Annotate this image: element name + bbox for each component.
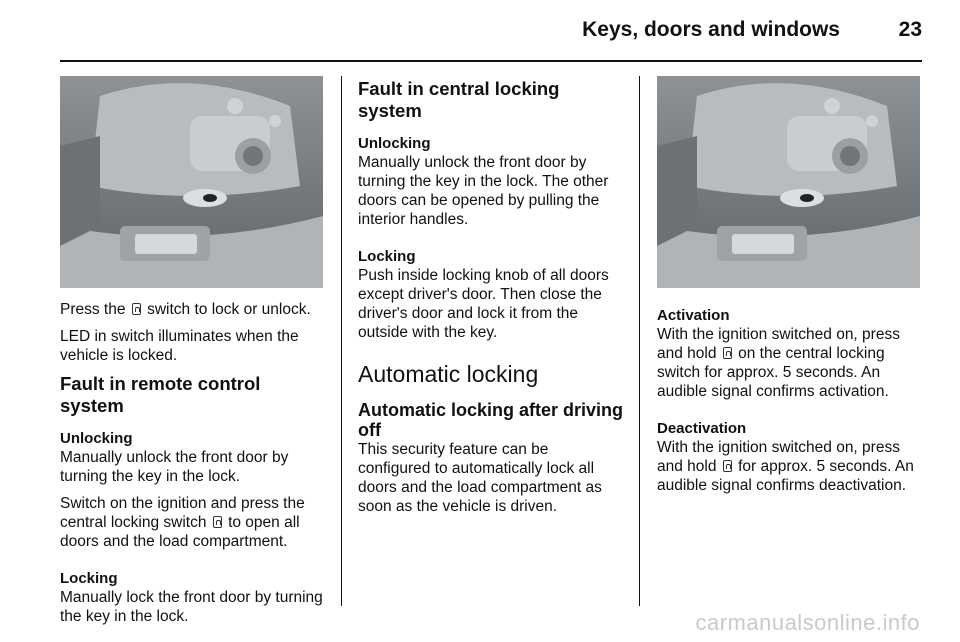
subheading-unlocking: Unlocking xyxy=(60,430,133,447)
lock-icon xyxy=(132,303,141,315)
lock-icon xyxy=(213,516,222,528)
unlocking-paragraph: Manually unlock the front door by turning the key in the lock. xyxy=(60,449,289,485)
interior-ceiling-photo-left xyxy=(60,76,323,288)
caption-paragraph: Press the switch to lock or unlock. xyxy=(60,301,311,318)
activation-paragraph: With the ignition switched on, press and hold on the central locking switch for approx. 5 seconds. An audible signal confirms activation. xyxy=(657,326,900,400)
watermark: carmanualsonline.info xyxy=(695,610,920,635)
locking-paragraph: Manually lock the front door by turning the key in the lock. xyxy=(60,589,323,625)
section-title-automatic-locking: Automatic locking xyxy=(358,361,539,387)
heading-central-fault: Fault in central locking system xyxy=(358,78,560,121)
subheading-after-driving: Automatic locking after driving off xyxy=(358,400,624,440)
automatic-locking-paragraph: This security feature can be configured to automatically lock all doors and the load compartment as soon as the vehicle is driven. xyxy=(358,441,602,515)
interior-ceiling-illustration xyxy=(60,76,323,288)
deactivation-paragraph: With the ignition switched on, press and hold for approx. 5 seconds. An audible signal confirms deactivation. xyxy=(657,439,914,494)
interior-ceiling-illustration xyxy=(657,76,920,288)
subheading-locking: Locking xyxy=(60,570,118,587)
switch-paragraph: Switch on the ignition and press the central locking switch to open all doors and the load compartment. xyxy=(60,495,305,550)
heading-remote-fault: Fault in remote control system xyxy=(60,373,261,416)
page-header-title: Keys, doors and windows xyxy=(582,18,840,41)
left-column xyxy=(60,300,328,634)
page-number: 23 xyxy=(898,18,922,41)
led-paragraph: LED in switch illuminates when the vehicle is locked. xyxy=(60,328,299,364)
header-rule xyxy=(60,60,922,62)
subheading-deactivation: Deactivation xyxy=(657,420,747,437)
unlocking-paragraph: Manually unlock the front door by turning the key in the lock. The other doors can be opened by pulling the interior handles. xyxy=(358,154,609,228)
middle-column xyxy=(358,78,624,524)
lock-icon xyxy=(723,347,732,359)
interior-ceiling-photo-right xyxy=(657,76,920,288)
column-divider-right xyxy=(639,76,640,606)
column-divider-left xyxy=(341,76,342,606)
subheading-locking: Locking xyxy=(358,248,416,265)
subheading-unlocking: Unlocking xyxy=(358,135,431,152)
lock-icon xyxy=(723,460,732,472)
subheading-activation: Activation xyxy=(657,307,730,324)
right-column xyxy=(657,306,925,503)
locking-paragraph: Push inside locking knob of all doors except driver's door. Then close the driver's door and lock it from the outside with the key. xyxy=(358,267,609,341)
